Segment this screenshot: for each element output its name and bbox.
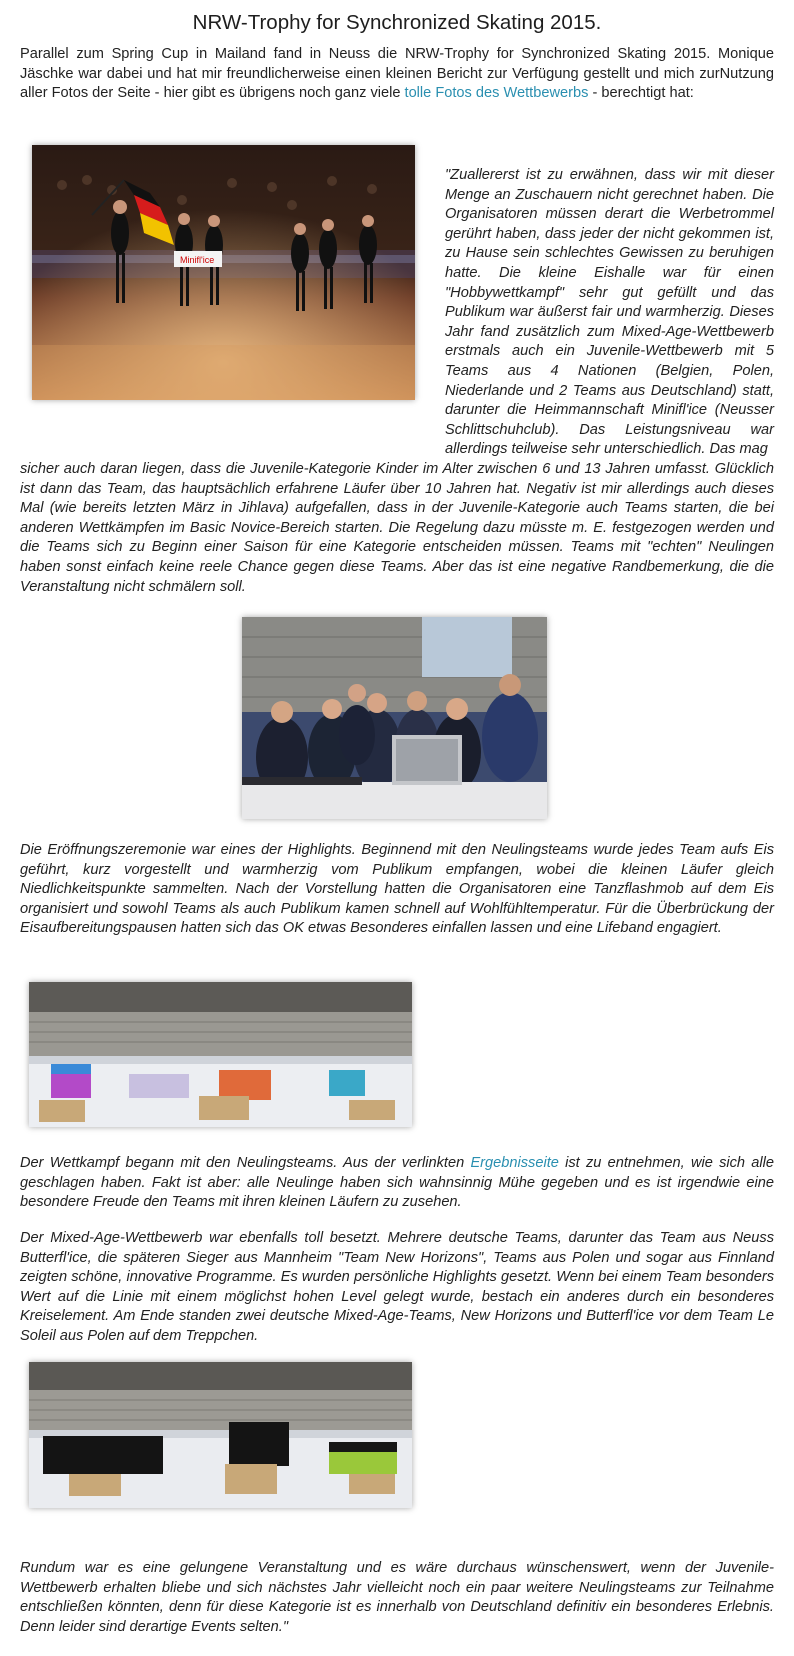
team-sign-text: Minifl'ice: [180, 255, 215, 265]
competition-text-start: Der Wettkampf begann mit den Neulingsteams. Aus der verlinkten: [20, 1155, 471, 1171]
quote-continued-text: sicher auch daran liegen, dass die Juvenile-Kategorie Kinder im Alter zwischen 6 und 13 Jahren umfasst. Glücklich ist dann das Team, das hauptsächlich erfahrene Läufer über 10 Jahren hat. Negativ ist mir allerdings auch dieses Mal (wie bereits letzten März in Jihlava) aufgefallen, dass in der Juvenile-Kategorie auch Teams starten, die bei anderen Wettkämpfen im Basic Novice-Bereich starten. Die Regelung dazu müsste m. E. festgezogen werden und die Teams sich zu Beginn einer Saison für eine Kategorie entscheiden müssen. Teams mit "echten" Neulingen haben sonst einfach keine reele Chance gegen diese Teams. Aber das ist eine negative Randbemerkung, die die Veranstaltung nicht schmälern soll.: [20, 461, 774, 595]
results-link[interactable]: Ergebnisseite: [470, 1155, 559, 1171]
photos-link[interactable]: tolle Fotos des Wettbewerbs: [404, 85, 589, 102]
quote-side-text: "Zuallererst ist zu erwähnen, dass wir mit dieser Menge an Zuschauern nicht gerechnet haben. Die Organisatoren müssen derart die Werbetrommel gerührt haben, dass jeder der nicht gekommen ist, zu Hause sein schlechtes Gewissen zu beruhigen hatte. Die kleine Eishalle war für einen "Hobbywettkampf" sehr gut gefüllt und das Publikum war äußerst fair und warmherzig. Dieses Jahr fand zusätzlich zum Mixed-Age-Wettbewerb erstmals auch ein Juvenile-Wettbewerb mit 5 Teams aus 4 Nationen (Belgien, Polen, Niederlande und 2 Teams aus Deutschland) statt, darunter die Heimmannschaft Minifl'ice (Neusser Schlittschuhclub). Das Leistungsniveau war allerdings teilweise sehr unterschiedlich. Das mag: [445, 167, 774, 458]
opening-ceremony-photo: [32, 145, 415, 400]
intro-text-end: - berechtigt hat:: [588, 85, 694, 102]
mixed-age-podium-photo: [29, 1362, 412, 1508]
intro-paragraph: [20, 45, 774, 104]
competition-paragraph: [20, 1154, 774, 1213]
juvenile-podium-photo: [29, 982, 412, 1127]
article-title: NRW-Trophy for Synchronized Skating 2015.: [192, 11, 602, 34]
mixed-age-paragraph: Der Mixed-Age-Wettbewerb war ebenfalls toll besetzt. Mehrere deutsche Teams, darunter das Team aus Neuss Butterfl'ice, die späteren Sieger aus Mannheim "Team New Horizons", Teams aus Polen und sogar aus Finnland zeigten schöne, innovative Programme. Es wurden persönliche Highlights gesetzt. Wenn bei einem Team besonders Wert auf die Linie mit einem möglichst hohen Level gelegt wurde, bestach ein anderes durch ein besonderes Kreiselement. Am Ende standen zwei deutsche Mixed-Age-Teams, New Horizons und Butterfl'ice vor dem Team Le Soleil aus Polen auf dem Treppchen.: [20, 1230, 774, 1344]
competition-text-end: ist zu entnehmen, wie sich alle geschlagen haben. Fakt ist aber: alle Neulinge haben sich wahnsinnig Mühe gegeben und es ist irgendwie eine besondere Freude den Teams mit ihren kleinen Läufern zu zusehen.: [20, 1155, 774, 1211]
closing-paragraph: Rundum war es eine gelungene Veranstaltung und es wäre durchaus wünschenswert, wenn der Juvenile-Wettbewerb erhalten bliebe und sich nächstes Jahr vielleicht noch ein paar weitere Neulingsteams zur Teilnahme entschließen könnten, denn für diese Kategorie ist es innerhalb von Deutschland definitiv ein besonderes Erlebnis. Denn leider sind derartige Events selten.": [20, 1560, 774, 1635]
opening-ceremony-paragraph: Die Eröffnungszeremonie war eines der Highlights. Beginnend mit den Neulingsteams wurde jedes Team aufs Eis geführt, kurz vorgestellt und warmherzig vom Publikum empfangen, wobei die kleinen Läufer gleich Niedlichkeitspunkte sammelten. Nach der Vorstellung hatten die Organisatoren eine Tanzflashmob auf dem Eis organisiert und sowohl Teams als auch Publikum kamen schnell auf Wohlfühltemperatur. Für die Überbrückung der Eisaufbereitungspausen hatten sich das OK etwas Besonderes einfallen lassen und eine Lifeband engagiert.: [20, 842, 774, 937]
organizers-group-photo: [242, 617, 547, 819]
intro-text-start: Parallel zum Spring Cup in Mailand fand in Neuss die NRW-Trophy for Synchronized Skating 2015. Monique Jäschke war dabei und hat mir freundlicherweise einen kleinen Bericht zur Verfügung gestellt und mich zurNutzung aller Fotos der Seite - hier gibt es übrigens noch ganz viele: [20, 46, 774, 102]
